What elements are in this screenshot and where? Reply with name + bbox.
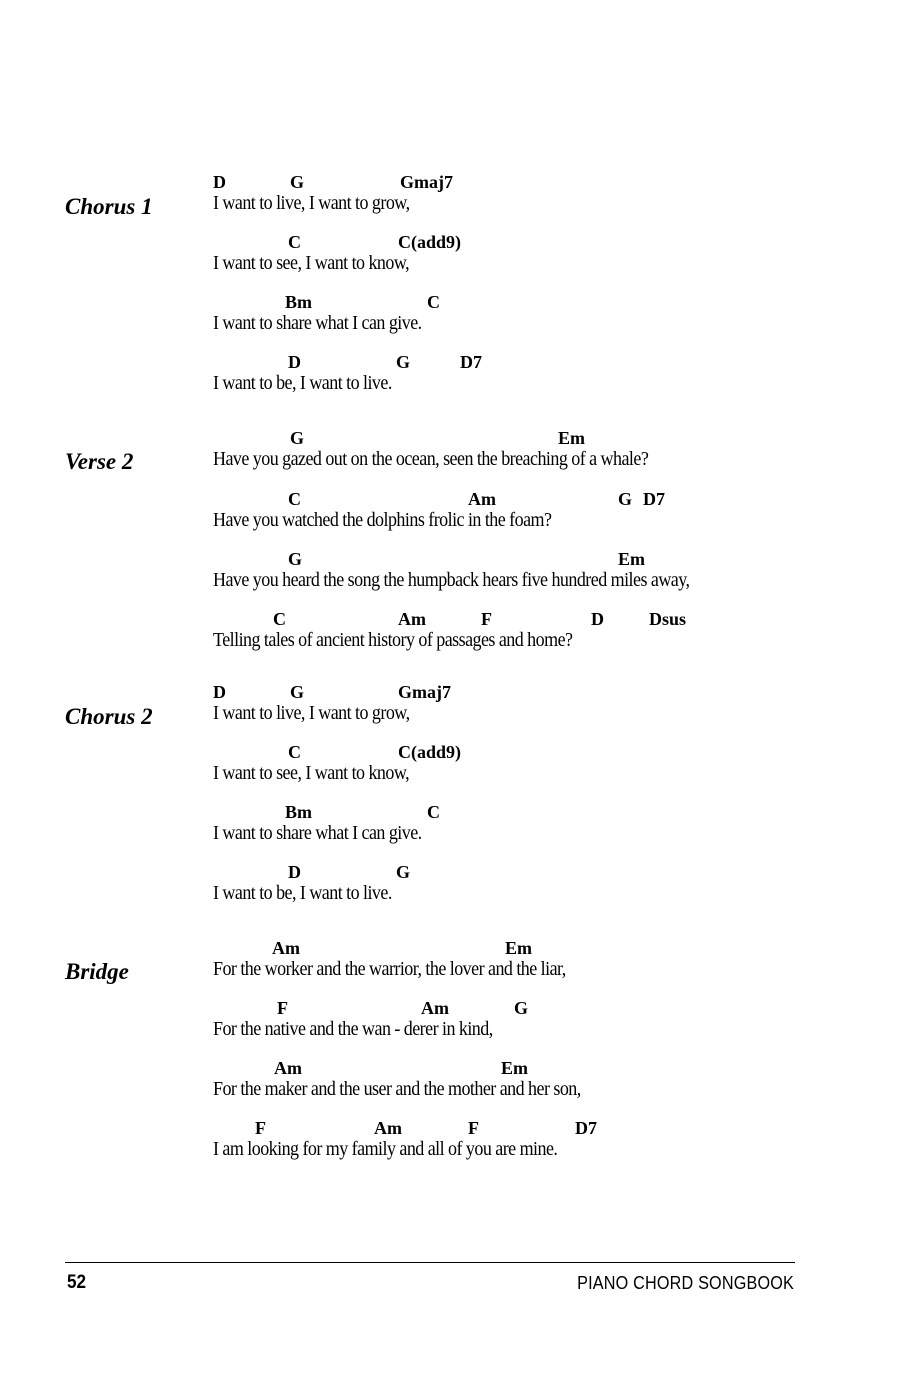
section-label: Chorus 2 xyxy=(65,704,153,729)
lyric-line: I want to share what I can give. xyxy=(213,822,422,844)
chord-row xyxy=(213,998,853,1020)
chord-row xyxy=(213,682,853,704)
lyric-line: I want to share what I can give. xyxy=(213,312,422,334)
chord-row xyxy=(213,172,853,194)
chord: D xyxy=(288,352,301,372)
lyric-line: I want to be, I want to live. xyxy=(213,882,392,904)
chord: D xyxy=(591,609,604,629)
lyric-line: Have you heard the song the humpback hears five hundred miles away, xyxy=(213,569,690,591)
lyric-line: I want to live, I want to grow, xyxy=(213,702,410,724)
chord: Am xyxy=(468,489,496,509)
chord: D xyxy=(213,682,226,702)
chord-row xyxy=(213,1118,853,1140)
chord: G xyxy=(288,549,303,569)
section-label: Chorus 1 xyxy=(65,194,153,219)
chord: C xyxy=(288,489,301,509)
chord: Gmaj7 xyxy=(398,682,451,702)
chord-row xyxy=(213,938,853,960)
chord: C xyxy=(273,609,286,629)
lyric-line: I want to live, I want to grow, xyxy=(213,192,410,214)
chord: Am xyxy=(374,1118,402,1138)
lyric-line: I am looking for my family and all of you are mine. xyxy=(213,1138,558,1160)
chord-row xyxy=(213,742,853,764)
chord: Bm xyxy=(285,292,312,312)
chord: C xyxy=(288,232,301,252)
chord: Am xyxy=(421,998,449,1018)
chord: C(add9) xyxy=(398,742,462,762)
chord-row xyxy=(213,609,853,631)
song-line xyxy=(213,682,853,732)
lyric-line: Have you gazed out on the ocean, seen the breaching of a whale? xyxy=(213,448,649,470)
chord: Em xyxy=(558,428,585,448)
section-label: Verse 2 xyxy=(65,449,134,474)
lyric-line: I want to be, I want to live. xyxy=(213,372,392,394)
book-title: PIANO CHORD SONGBOOK xyxy=(577,1273,794,1293)
chord: Dsus xyxy=(649,609,687,629)
chord-row xyxy=(213,862,853,884)
lyric-line: For the maker and the user and the mother and her son, xyxy=(213,1078,581,1100)
song-line xyxy=(213,862,853,912)
lyric-line: I want to see, I want to know, xyxy=(213,252,410,274)
chord: G xyxy=(396,862,411,882)
footer-divider xyxy=(65,1262,795,1263)
chord: D7 xyxy=(460,352,482,372)
lyric-line: For the worker and the warrior, the lover and the liar, xyxy=(213,958,566,980)
chord: D xyxy=(288,862,301,882)
song-line xyxy=(213,1058,853,1108)
chord-row xyxy=(213,428,853,450)
chord: Am xyxy=(398,609,426,629)
chord: F xyxy=(468,1118,479,1138)
lyric-line: For the native and the wan - derer in kind, xyxy=(213,1018,493,1040)
chord-row xyxy=(213,292,853,314)
section-label: Bridge xyxy=(65,959,129,984)
song-line xyxy=(213,549,853,599)
chord-row xyxy=(213,549,853,571)
chord: Am xyxy=(272,938,300,958)
song-line xyxy=(213,352,853,402)
chord-row xyxy=(213,232,853,254)
song-line xyxy=(213,232,853,282)
chord: F xyxy=(277,998,288,1018)
chord: G xyxy=(618,489,633,509)
song-line xyxy=(213,489,853,539)
chord-row xyxy=(213,489,853,511)
lyric-line: Telling tales of ancient history of passages and home? xyxy=(213,629,573,651)
song-line xyxy=(213,998,853,1048)
song-line xyxy=(213,292,853,342)
chord: F xyxy=(255,1118,266,1138)
chord: G xyxy=(514,998,529,1018)
chord-row xyxy=(213,352,853,374)
page-number: 52 xyxy=(67,1272,87,1293)
chord: Em xyxy=(501,1058,528,1078)
chord: G xyxy=(396,352,411,372)
song-line xyxy=(213,802,853,852)
chord-row xyxy=(213,802,853,824)
lyric-line: Have you watched the dolphins frolic in the foam? xyxy=(213,509,552,531)
chord: G xyxy=(290,428,305,448)
chord: C xyxy=(427,292,440,312)
chord: G xyxy=(290,682,305,702)
song-line xyxy=(213,172,853,222)
song-line xyxy=(213,428,853,478)
chord: Em xyxy=(618,549,645,569)
chord: D7 xyxy=(575,1118,597,1138)
lyric-line: I want to see, I want to know, xyxy=(213,762,410,784)
chord: Em xyxy=(505,938,532,958)
chord: G xyxy=(290,172,305,192)
song-line xyxy=(213,938,853,988)
chord: C(add9) xyxy=(398,232,462,252)
chord: Gmaj7 xyxy=(400,172,453,192)
chord: Am xyxy=(274,1058,302,1078)
chord: C xyxy=(427,802,440,822)
chord: Bm xyxy=(285,802,312,822)
song-line xyxy=(213,1118,853,1168)
chord: F xyxy=(481,609,492,629)
song-line xyxy=(213,742,853,792)
chord: D7 xyxy=(643,489,665,509)
song-line xyxy=(213,609,853,659)
chord-row xyxy=(213,1058,853,1080)
chord: D xyxy=(213,172,226,192)
chord: C xyxy=(288,742,301,762)
